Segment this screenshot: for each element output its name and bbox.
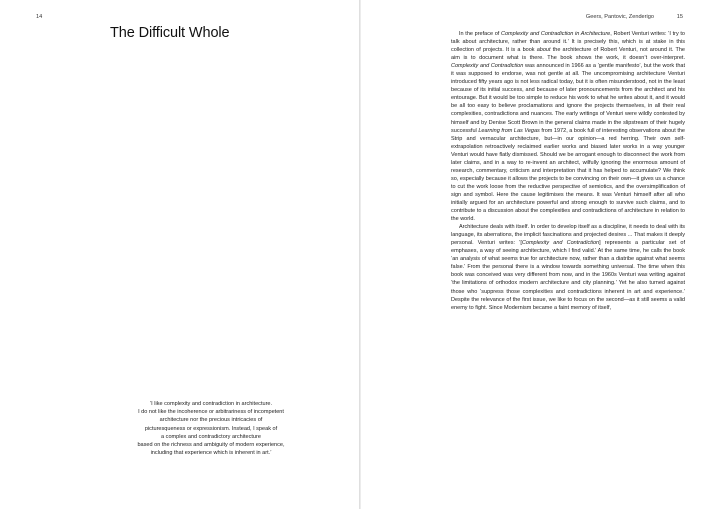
quote-line: ‘I like complexity and contradiction in architecture.: [149, 401, 273, 407]
left-page: [0, 0, 359, 509]
paragraph-1: In the preface of Complexity and Contradiction in Architecture, Robert Venturi writes: ‘I try to talk about architecture, rather than around it.’ It is precisely this, which is at stake in this collection of projects. It is a book about the architecture of Robert Venturi, not around it. The aim is to document what is there. The book shows the work, it doesn’t over-interpret. Complexity and Contradiction was announced in 1966 as a ‘gentle manifesto’, but the work that it was supposed to endorse, was not gentle at all. The uncompromising architecture Venturi introduced fifty years ago is not less radical today, but it is often misunderstood, not in the least because of its initial success, and because of later pronouncements from the architect and his entourage. But it would be too simple to reduce his work to what he writes about it, and it would be all too easy to believe proclamations and ignore the projects themselves, in all their real complexities, contradictions and nuances. The early writings of Venturi were wildly contested by himself and by Denise Scott Brown in the general claims made in the slipstream of their hugely successful Learning from Las Vegas from 1972, a book full of interesting observations about the Strip and vernacular architecture, but—in our opinion—a red herring. Their own self-extrapolation retroactively reclaimed earlier works and biased later works in a way younger Venturi would have flatly dismissed. Should we be arrogant enough to disconnect the work from later claims, and in a way to re-invent an architect, wilfully ignoring the enormous amount of research, commentary, criticism and interpretation that it has helped to accumulate? We think so, especially because it allows the projects to be convincing on their own—it gives us a chance to cut the work loose from the reductive perspective of semiotics, and the oversimplification of sign and symbol. Here the cause legitimises the means. It was Venturi himself after all who initially argued for an architecture powerful and strong enough to survive such claims, and to contribute to a discussion about the complexities and contradictions of architecture in relation to the world.: [451, 31, 686, 223]
quote-line: picturesqueness or expressionism. Instead, I speak of: [144, 425, 278, 432]
quote-line: I do not like the incoherence or arbitrariness of incompetent: [138, 409, 284, 416]
epigraph-quote: [92, 400, 330, 457]
body-text: [451, 30, 685, 312]
running-head: Geers, Pantovic, Zenderigo: [585, 14, 654, 20]
quote-line: including that experience which is inherent in art.’: [150, 450, 272, 457]
quote-line: based on the richness and ambiguity of modern experience,: [137, 442, 285, 449]
quote-line: a complex and contradictory architecture: [161, 433, 261, 440]
chapter-title: The Difficult Whole: [110, 25, 230, 41]
paragraph-2: Architecture deals with itself. In order to develop itself as a discipline, it needs to deal with its language, its aberrations, the implicit fascinations and projected desires ... That makes it deeply personal. Venturi writes: ‘[Complexity and Contradiction] represents a particular set of emphases, a way of seeing architecture, which I find valid.’ At the same time, he calls the book ‘an analysis of what seems true for architecture now, rather than a diatribe against what seems false.’ From the personal there is a window towards something universal. The time when this book was conceived was very different from now, and in the 1960s Venturi was writing against ‘the limitations of orthodox modern architecture and city planning.’ Yet he also turned against those who ‘suppress those complexities and contradictions inherent in art and experience.’ Despite the relevance of the first issue, we like to focus on the second—as it still seems a valid enemy to fight. Since Modernism became a faint memory of itself,: [451, 224, 686, 311]
page-number-left: 14: [36, 14, 43, 20]
page-number-right: 15: [676, 14, 683, 20]
quote-line: architecture nor the precious intricacies of: [159, 417, 263, 424]
